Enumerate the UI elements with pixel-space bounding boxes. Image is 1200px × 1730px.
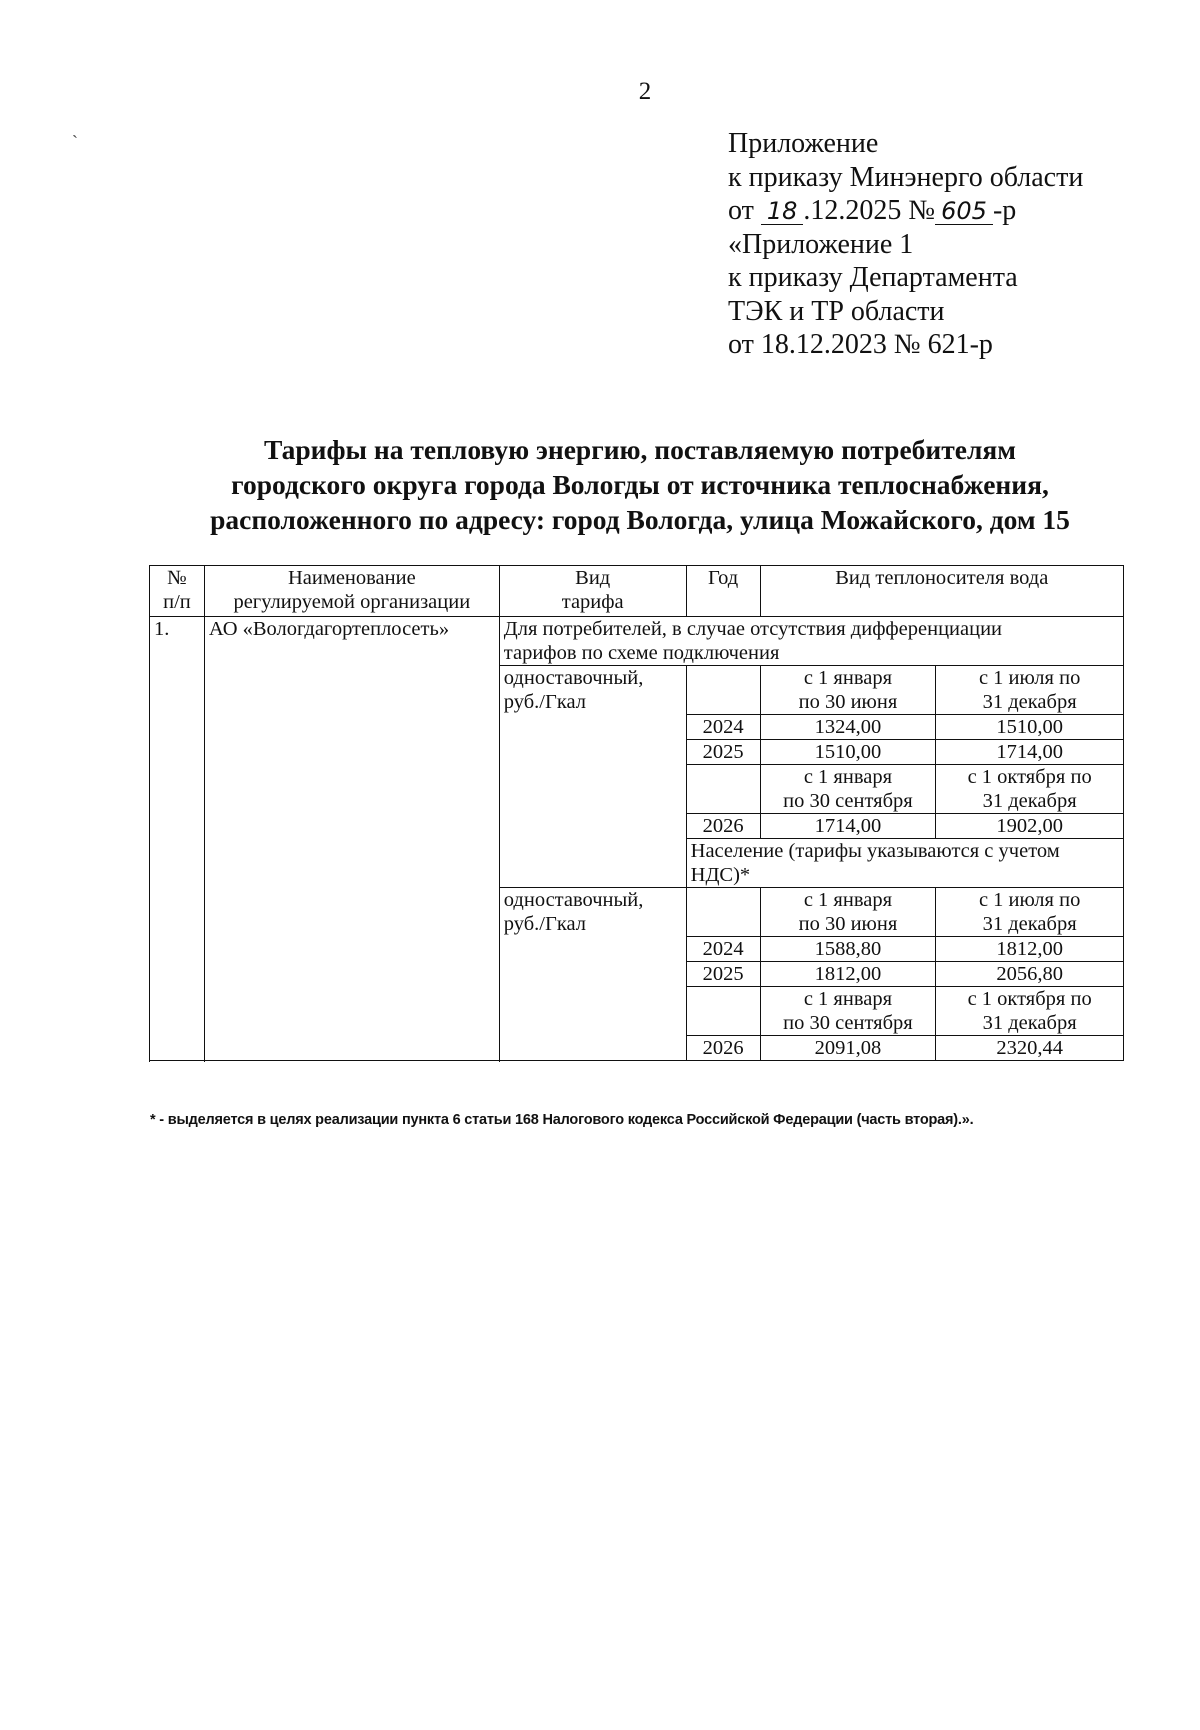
approval-line-3	[728, 194, 1083, 228]
organization-name: АО «Вологдагортеплосеть»	[204, 617, 499, 1061]
approval-line-2: к приказу Минэнерго области	[728, 161, 1084, 193]
value-cell: 1510,00	[936, 715, 1124, 740]
title-line-1: Тарифы на тепловую энергию, поставляемую потребителям	[263, 434, 1016, 465]
year-cell: 2026	[686, 814, 760, 839]
period-cell: с 1 января по 30 сентября	[760, 765, 936, 814]
year-cell: 2024	[686, 937, 760, 962]
value-cell: 1588,80	[760, 937, 936, 962]
year-cell	[686, 888, 760, 937]
period-cell: с 1 января по 30 июня	[760, 888, 936, 937]
period-cell: с 1 июля по 31 декабря	[936, 666, 1124, 715]
title-line-2: городского округа города Вологды от источника теплоснабжения,	[231, 469, 1049, 500]
footnote: * - выделяется в целях реализации пункта 6 статьи 168 Налогового кодекса Российской Федерации (часть вторая).».	[150, 1112, 974, 1128]
period-cell: с 1 июля по 31 декабря	[936, 888, 1124, 937]
year-cell: 2025	[686, 740, 760, 765]
approval-line-7: от 18.12.2023 № 621-р	[728, 329, 993, 360]
section-heading: Для потребителей, в случае отсутствия дифференциации тарифов по схеме подключения	[499, 617, 1123, 666]
value-cell: 1324,00	[760, 715, 936, 740]
tariff-type: одноставочный, руб./Гкал	[499, 666, 686, 888]
year-cell	[686, 765, 760, 814]
value-cell: 2056,80	[936, 962, 1124, 987]
approval-order-suffix: -р	[992, 195, 1017, 226]
year-cell: 2025	[686, 962, 760, 987]
period-cell: с 1 января по 30 сентября	[760, 987, 936, 1036]
period-cell: с 1 октября по 31 декабря	[936, 987, 1124, 1036]
title-line-3: расположенного по адресу: город Вологда, улица Можайского, дом 15	[210, 504, 1070, 535]
year-cell: 2024	[686, 715, 760, 740]
value-cell: 1902,00	[936, 814, 1124, 839]
period-cell: с 1 октября по 31 декабря	[936, 765, 1124, 814]
approval-line-1: Приложение	[728, 128, 879, 159]
document-title	[150, 432, 1130, 537]
stray-mark: ˏ	[72, 118, 78, 138]
value-cell: 2091,08	[760, 1036, 936, 1061]
value-cell: 1510,00	[760, 740, 936, 765]
year-cell	[686, 666, 760, 715]
section-heading: Население (тарифы указываются с учетом НДС)*	[686, 839, 1123, 888]
approval-block	[728, 127, 1083, 362]
approval-line-6: ТЭК и ТР области	[728, 295, 945, 327]
period-cell: с 1 января по 30 июня	[760, 666, 936, 715]
row-number: 1.	[150, 617, 205, 1061]
page-number: 2	[638, 78, 652, 105]
value-cell: 1812,00	[936, 937, 1124, 962]
value-cell: 1714,00	[936, 740, 1124, 765]
year-cell	[686, 987, 760, 1036]
approval-date-middle: .12.2025 №	[803, 195, 936, 226]
table-row	[150, 617, 1124, 666]
approval-line-5: к приказу Департамента	[728, 262, 1018, 293]
header-organization: Наименование регулируемой организации	[204, 566, 499, 617]
year-cell: 2026	[686, 1036, 760, 1061]
tariff-table	[149, 565, 1124, 1061]
handwritten-day: 18	[761, 198, 804, 225]
value-cell: 2320,44	[936, 1036, 1124, 1061]
header-year: Год	[686, 566, 760, 617]
approval-line-4: «Приложение 1	[728, 228, 914, 260]
tariff-type: одноставочный, руб./Гкал	[499, 888, 686, 1061]
header-tariff-type: Вид тарифа	[499, 566, 686, 617]
header-number: № п/п	[150, 566, 205, 617]
table-header-row	[150, 566, 1124, 617]
header-heat-carrier: Вид теплоносителя вода	[760, 566, 1123, 617]
handwritten-order-number: 605	[935, 198, 993, 225]
value-cell: 1812,00	[760, 962, 936, 987]
approval-date-prefix: от	[728, 195, 761, 226]
value-cell: 1714,00	[760, 814, 936, 839]
